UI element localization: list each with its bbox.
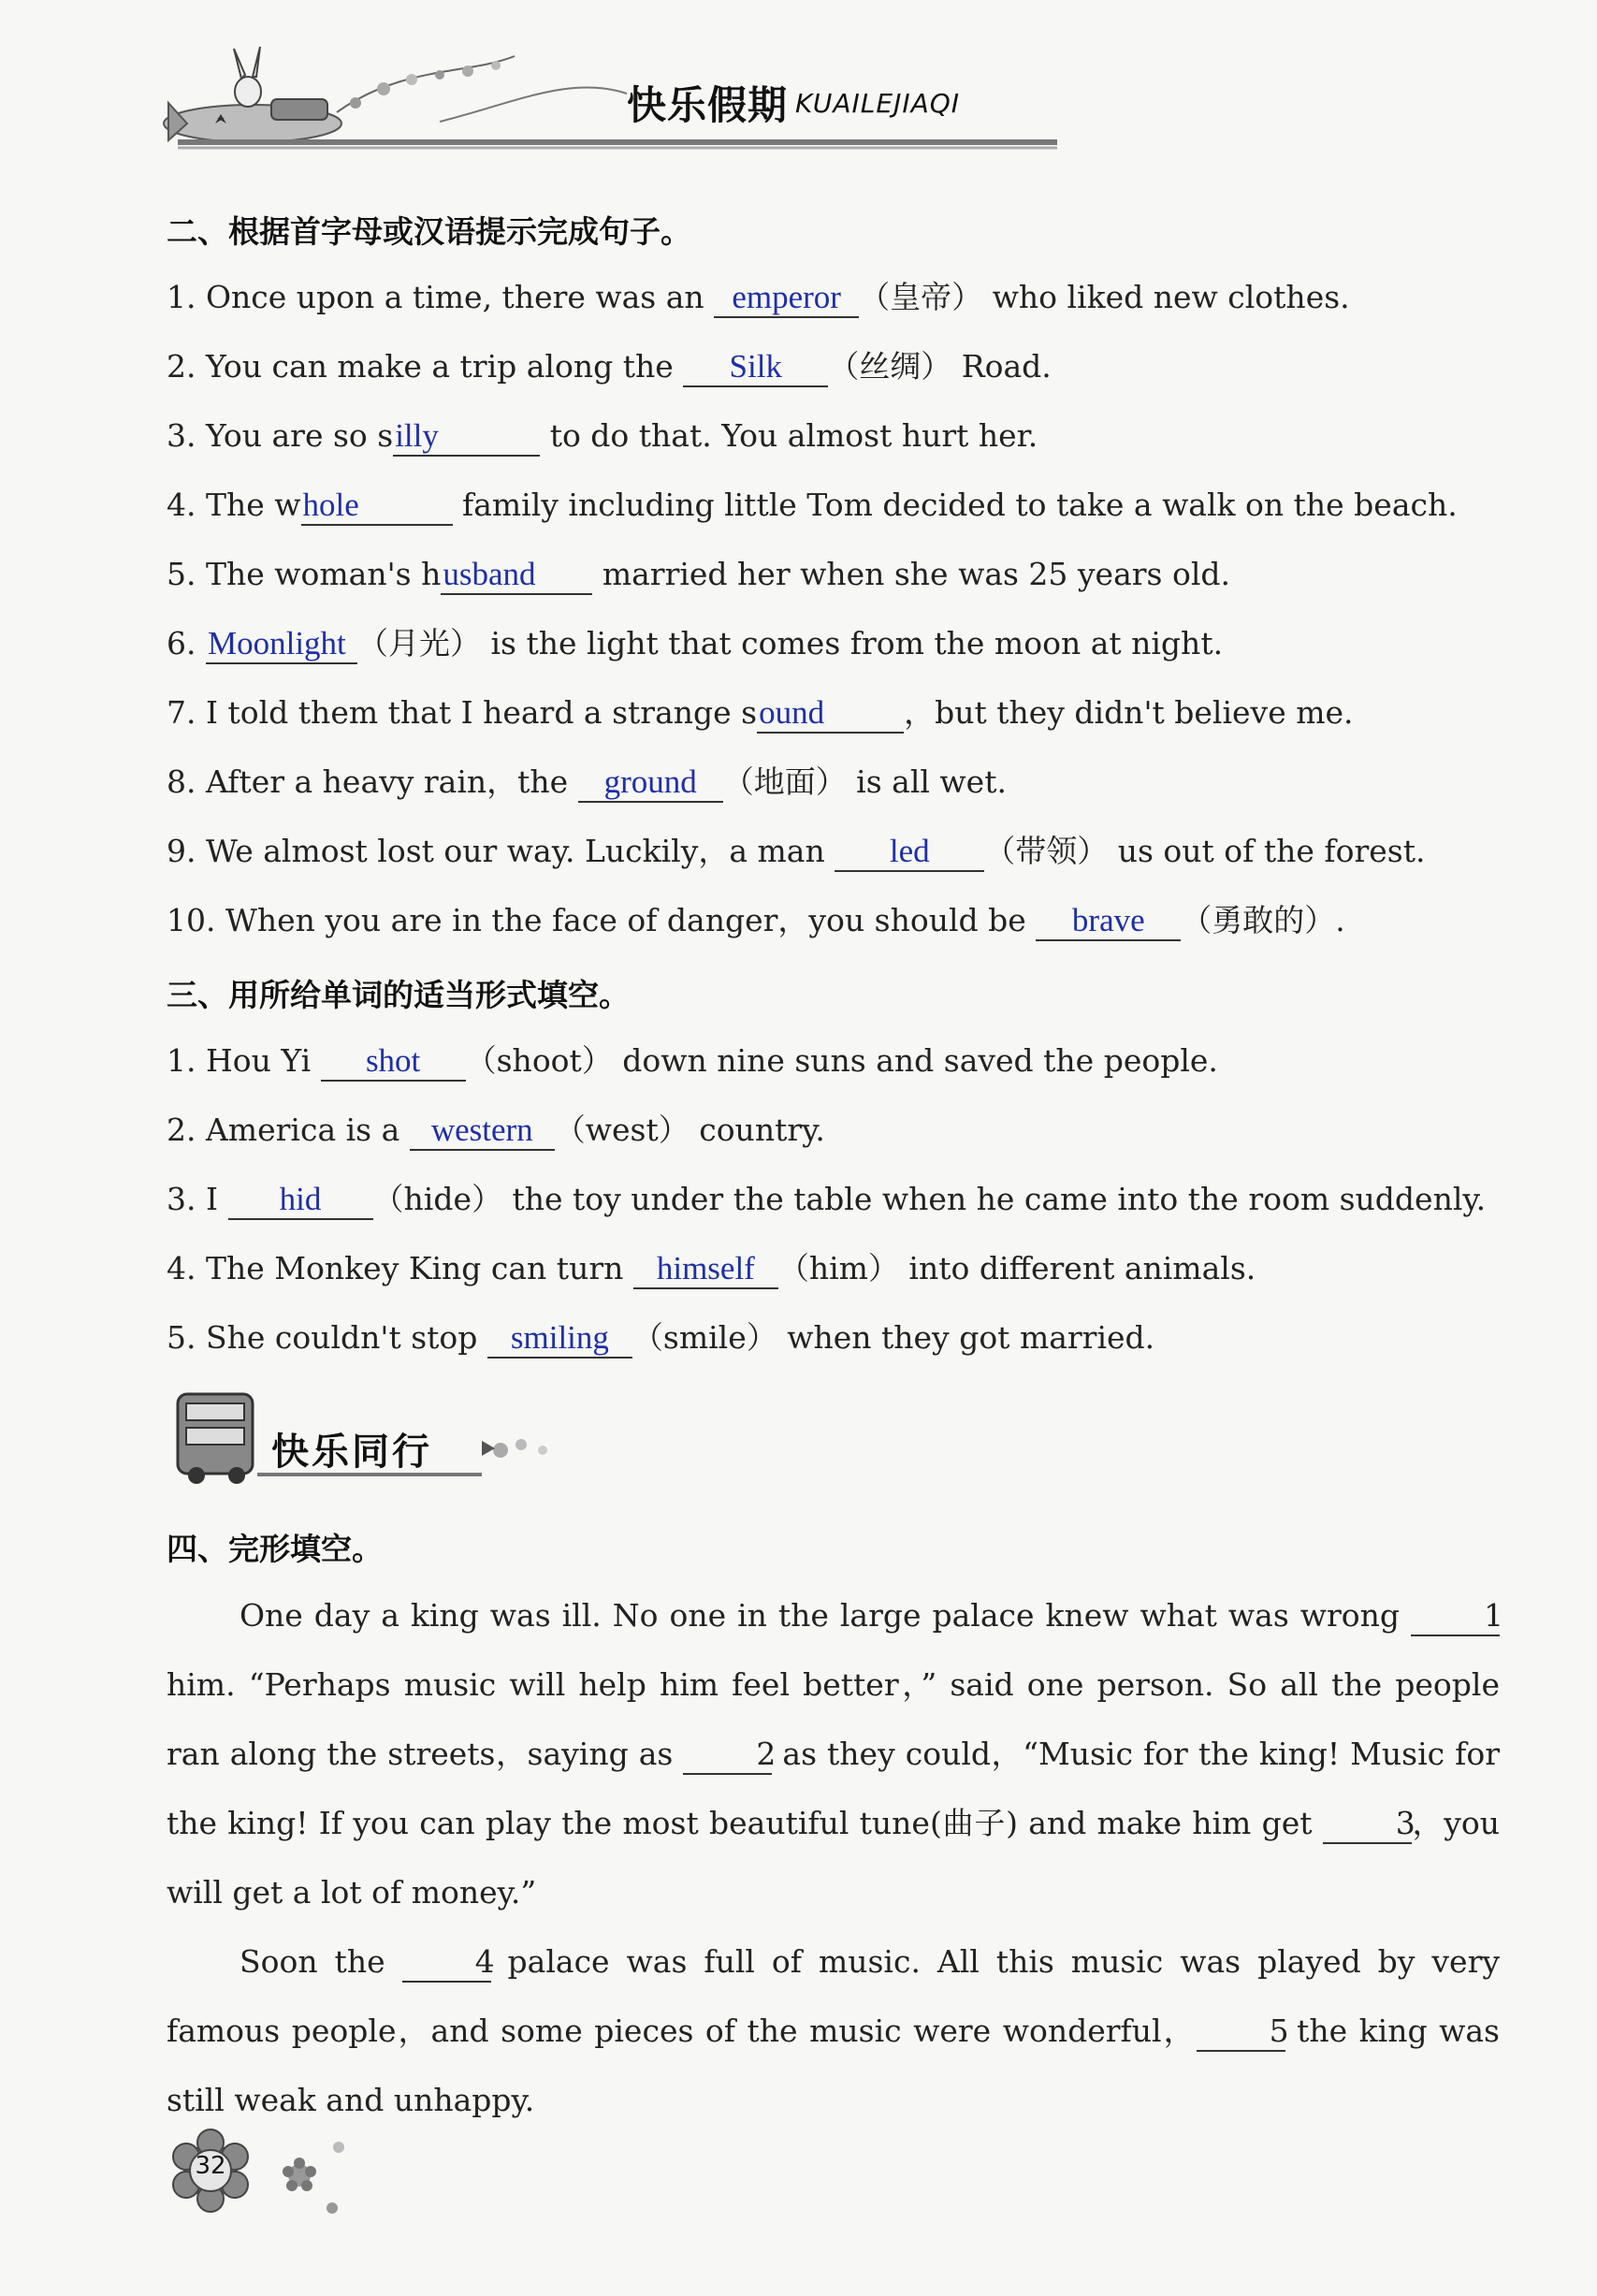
s2-item-7-tail: ，but they didn't believe me. [904, 694, 1354, 731]
s2-item-10-answer: brave [1071, 902, 1145, 938]
s2-item-6-text: 6. [167, 625, 206, 661]
cloze-blank-4-number: 4 [474, 1943, 495, 1980]
s2-item-7 [167, 692, 1354, 734]
s2-item-9-text: 9. We almost lost our way. Luckily，a man [167, 833, 835, 869]
s2-item-4-blank[interactable] [301, 487, 453, 526]
cloze-blank-5[interactable] [1197, 2013, 1289, 2052]
s3-item-2 [167, 1110, 825, 1151]
banner-title: 快乐同行 [271, 1431, 432, 1474]
s2-item-5-answer: usband [443, 556, 536, 592]
s3-item-5 [167, 1317, 1154, 1359]
s2-item-2-text: 2. You can make a trip along the [167, 348, 684, 385]
s2-item-10-tail: （勇敢的）. [1181, 902, 1345, 938]
cloze-blank-3[interactable] [1323, 1805, 1416, 1844]
s2-item-1 [167, 277, 1350, 318]
s3-item-4-blank[interactable] [633, 1250, 778, 1289]
s2-item-4-tail: family including little Tom decided to take a walk on the beach. [452, 487, 1458, 523]
s3-item-2-blank[interactable] [410, 1112, 555, 1151]
s2-item-1-tail: （皇帝） who liked new clothes. [859, 279, 1350, 315]
s3-item-1-answer: shot [365, 1042, 421, 1079]
page-number: 32 [195, 2152, 226, 2180]
s3-item-2-answer: western [430, 1112, 533, 1148]
header-banner [159, 37, 1057, 154]
s2-item-1-text: 1. Once upon a time, there was an [167, 279, 715, 315]
s2-item-7-text: 7. I told them that I heard a strange s [167, 694, 758, 731]
s2-item-6-tail: （月光） is the light that comes from the moon at night. [356, 625, 1224, 661]
s2-item-4-text: 4. The w [167, 487, 301, 523]
cloze-paragraph-1 [167, 1581, 1503, 1927]
s2-item-4-answer: hole [302, 487, 359, 523]
s3-item-3-tail: （hide） the toy under the table when he came into the room suddenly. [372, 1181, 1487, 1217]
s2-item-8-text: 8. After a heavy rain，the [167, 763, 578, 800]
s3-item-1 [167, 1040, 1218, 1082]
header-subtitle: KUAILEJIAQI [795, 88, 961, 119]
cloze-blank-2-number: 2 [756, 1736, 777, 1772]
s3-item-4-tail: （him） into different animals. [777, 1250, 1256, 1286]
s2-item-9-tail: （带领） us out of the forest. [984, 833, 1426, 869]
s2-item-3-tail: to do that. You almost hurt her. [540, 417, 1038, 454]
s2-item-7-answer: ound [759, 694, 825, 731]
cloze-text: Soon the [240, 1943, 402, 1980]
s3-item-3-answer: hid [279, 1181, 322, 1217]
s3-item-5-text: 5. She couldn't stop [167, 1319, 487, 1356]
s3-item-1-text: 1. Hou Yi [167, 1042, 321, 1079]
s2-item-1-blank[interactable] [714, 279, 859, 318]
happy-together-banner [173, 1385, 594, 1488]
s2-item-1-answer: emperor [732, 279, 841, 315]
s2-item-5 [167, 554, 1230, 595]
header-title: 快乐假期 [627, 82, 789, 128]
cloze-text: ，you will get a lot of money.” [167, 1805, 1501, 1911]
s3-item-3-blank[interactable] [228, 1181, 373, 1220]
s3-item-3-text: 3. I [167, 1181, 228, 1217]
cloze-blank-4[interactable] [402, 1943, 495, 1983]
cloze-text: him. “Perhaps music will help him feel better，” said one person. So all the people ran along the streets，saying as [167, 1666, 1500, 1772]
s2-item-3-text: 3. You are so s [167, 417, 394, 454]
s3-item-1-tail: （shoot） down nine suns and saved the people. [465, 1042, 1218, 1079]
s2-item-9-answer: led [889, 833, 930, 869]
s2-item-7-blank[interactable] [757, 694, 904, 734]
cloze-blank-5-number: 5 [1269, 2013, 1289, 2049]
s2-item-8-blank[interactable] [578, 763, 723, 803]
s3-item-5-blank[interactable] [487, 1319, 632, 1359]
s2-item-8-tail: （地面） is all wet. [722, 763, 1007, 800]
s2-item-2-tail: （丝绸） Road. [828, 348, 1052, 385]
section-2-title: 二、根据首字母或汉语提示完成句子。 [167, 213, 691, 250]
cloze-blank-3-number: 3 [1395, 1805, 1416, 1841]
cloze-blank-2[interactable] [683, 1736, 777, 1775]
s2-item-6-blank[interactable] [206, 625, 357, 664]
s2-item-10 [167, 900, 1345, 941]
s2-item-5-tail: married her when she was 25 years old. [592, 556, 1230, 592]
s3-item-5-answer: smiling [510, 1319, 609, 1356]
s2-item-9-blank[interactable] [835, 833, 984, 872]
s2-item-3-blank[interactable] [393, 417, 540, 457]
cloze-text: as they could，“Music for the king! Music for the king! If you can play the most beautiful tune(曲子) and make him get [167, 1736, 1500, 1841]
s2-item-5-text: 5. The woman's h [167, 556, 442, 592]
s3-item-4-text: 4. The Monkey King can turn [167, 1250, 633, 1286]
s2-item-6-answer: Moonlight [207, 625, 346, 661]
s2-item-3 [167, 415, 1038, 457]
s2-item-6 [167, 623, 1223, 664]
s2-item-4 [167, 485, 1458, 526]
s3-item-1-blank[interactable] [321, 1042, 466, 1082]
s3-item-2-tail: （west） country. [554, 1112, 825, 1148]
s2-item-5-blank[interactable] [441, 556, 592, 595]
s2-item-10-text: 10. When you are in the face of danger，you should be [167, 902, 1037, 938]
s2-item-8-answer: ground [603, 763, 697, 800]
s3-item-3 [167, 1179, 1486, 1220]
section-3-title: 三、用所给单词的适当形式填空。 [167, 977, 630, 1013]
s2-item-3-answer: illy [395, 417, 439, 454]
s2-item-2 [167, 346, 1052, 387]
cloze-paragraph-2 [167, 1927, 1500, 2135]
s2-item-9 [167, 831, 1425, 872]
s2-item-8 [167, 762, 1007, 803]
cloze-text: the king was still weak and unhappy. [167, 2013, 1500, 2118]
cloze-text: palace was full of music. All this music was played by very famous people，and some pieces of the music were wonderful， [167, 1943, 1501, 2049]
s3-item-4-answer: himself [656, 1250, 755, 1286]
s2-item-2-answer: Silk [729, 348, 782, 385]
cloze-text: One day a king was ill. No one in the large palace knew what was wrong [240, 1597, 1401, 1634]
s3-item-4 [167, 1248, 1256, 1289]
s2-item-10-blank[interactable] [1036, 902, 1181, 941]
section-4-title: 四、完形填空。 [167, 1531, 383, 1567]
s3-item-2-text: 2. America is a [167, 1112, 410, 1148]
s3-item-5-tail: （smile） when they got married. [632, 1319, 1155, 1356]
cloze-blank-1-number: 1 [1484, 1597, 1503, 1634]
s2-item-2-blank[interactable] [683, 348, 828, 387]
cloze-passage [167, 1581, 1503, 2135]
page-number-badge [168, 2119, 356, 2231]
cloze-blank-1[interactable] [1411, 1597, 1503, 1636]
